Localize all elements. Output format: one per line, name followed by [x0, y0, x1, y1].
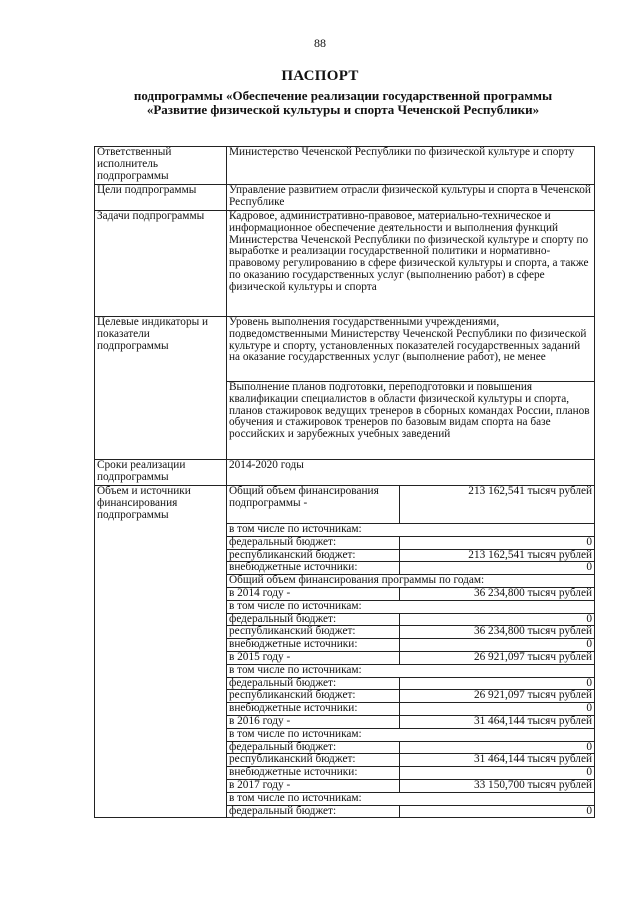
terms-value: 2014-2020 годы	[227, 460, 595, 486]
year-2016-sources: в том числе по источникам:	[227, 728, 595, 741]
table-row	[95, 211, 595, 317]
page-number: 88	[314, 36, 326, 50]
funding-by-years-label: Общий объем финансирования программы по годам:	[227, 575, 595, 588]
funding-extra-label: внебюджетные источники:	[227, 562, 400, 575]
year-2015-republican-value: 26 921,097 тысяч рублей	[400, 690, 595, 703]
year-2015-sources: в том числе по источникам:	[227, 664, 595, 677]
year-2017-federal-label: федеральный бюджет:	[227, 805, 400, 818]
indicator-1: Уровень выполнения государственными учреждениями, подведомственными Министерству Чеченской Республики по физической культуре и спорту, установленных показателей государственных заданий на оказание государственных услуг (выполнение работ), не менее	[227, 317, 595, 382]
year-2015-total: 26 921,097 тысяч рублей	[400, 651, 595, 664]
year-2014-label: в 2014 году -	[227, 587, 400, 600]
funding-label: Объем и источники финансирования подпрограммы	[95, 486, 227, 818]
table-row	[95, 185, 595, 211]
funding-sources-label: в том числе по источникам:	[227, 524, 595, 537]
table-row	[95, 317, 595, 382]
indicators-label: Целевые индикаторы и показатели подпрограммы	[95, 317, 227, 460]
year-2017-sources: в том числе по источникам:	[227, 792, 595, 805]
year-2015-federal-value: 0	[400, 677, 595, 690]
year-2015-republican-label: республиканский бюджет:	[227, 690, 400, 703]
table-row	[95, 147, 595, 185]
funding-total-value: 213 162,541 тысяч рублей	[400, 486, 595, 524]
year-2016-label: в 2016 году -	[227, 715, 400, 728]
table-row	[95, 486, 595, 524]
subtitle-line-1: подпрограммы «Обеспечение реализации государственной программы	[133, 88, 553, 103]
terms-label: Сроки реализации подпрограммы	[95, 460, 227, 486]
responsible-label: Ответственный исполнитель подпрограммы	[95, 147, 227, 185]
year-2014-extra-label: внебюджетные источники:	[227, 639, 400, 652]
year-2014-republican-value: 36 234,800 тысяч рублей	[400, 626, 595, 639]
year-2014-federal-value: 0	[400, 613, 595, 626]
goals-value: Управление развитием отрасли физической культуры и спорта в Чеченской Республике	[227, 185, 595, 211]
passport-table	[94, 146, 595, 818]
funding-federal-label: федеральный бюджет:	[227, 536, 400, 549]
year-2014-total: 36 234,800 тысяч рублей	[400, 587, 595, 600]
year-2014-extra-value: 0	[400, 639, 595, 652]
funding-federal-value: 0	[400, 536, 595, 549]
year-2017-label: в 2017 году -	[227, 779, 400, 792]
year-2016-extra-value: 0	[400, 767, 595, 780]
funding-republican-label: республиканский бюджет:	[227, 549, 400, 562]
year-2015-federal-label: федеральный бюджет:	[227, 677, 400, 690]
year-2016-federal-value: 0	[400, 741, 595, 754]
year-2014-sources: в том числе по источникам:	[227, 600, 595, 613]
indicator-2: Выполнение планов подготовки, переподготовки и повышения квалификации специалистов в области физической культуры и спорта, планов стажировок ведущих тренеров в сборных командах России, планов обучения и стажировок тренеров по базовым видам спорта на базе российских и зарубежных учебных заведений	[227, 382, 595, 460]
year-2017-federal-value: 0	[400, 805, 595, 818]
page-subtitle	[95, 89, 591, 117]
year-2017-total: 33 150,700 тысяч рублей	[400, 779, 595, 792]
funding-total-label: Общий объем финансирования подпрограммы -	[227, 486, 400, 524]
year-2015-extra-value: 0	[400, 703, 595, 716]
subtitle-line-2: «Развитие физической культуры и спорта Чеченской Республики»	[146, 102, 540, 117]
funding-republican-value: 213 162,541 тысяч рублей	[400, 549, 595, 562]
year-2015-label: в 2015 году -	[227, 651, 400, 664]
year-2016-total: 31 464,144 тысяч рублей	[400, 715, 595, 728]
year-2014-federal-label: федеральный бюджет:	[227, 613, 400, 626]
page-title: ПАСПОРТ	[281, 68, 359, 84]
responsible-value: Министерство Чеченской Республики по физической культуре и спорту	[227, 147, 595, 185]
tasks-value: Кадровое, административно-правовое, материально-техническое и информационное обеспечение деятельности и выполнения функций Министерства Чеченской Республики по физической культуре и спорту по выработке и реализации государственной политики и нормативно-правовому регулированию в сфере физической культуры и спорта, а также по оказанию государственных услуг (выполнению работ) в сфере физической культуры и спорта	[227, 211, 595, 317]
goals-label: Цели подпрограммы	[95, 185, 227, 211]
funding-extra-value: 0	[400, 562, 595, 575]
year-2016-extra-label: внебюджетные источники:	[227, 767, 400, 780]
tasks-label: Задачи подпрограммы	[95, 211, 227, 317]
table-row	[95, 460, 595, 486]
year-2016-republican-value: 31 464,144 тысяч рублей	[400, 754, 595, 767]
year-2015-extra-label: внебюджетные источники:	[227, 703, 400, 716]
year-2014-republican-label: республиканский бюджет:	[227, 626, 400, 639]
year-2016-republican-label: республиканский бюджет:	[227, 754, 400, 767]
year-2016-federal-label: федеральный бюджет:	[227, 741, 400, 754]
